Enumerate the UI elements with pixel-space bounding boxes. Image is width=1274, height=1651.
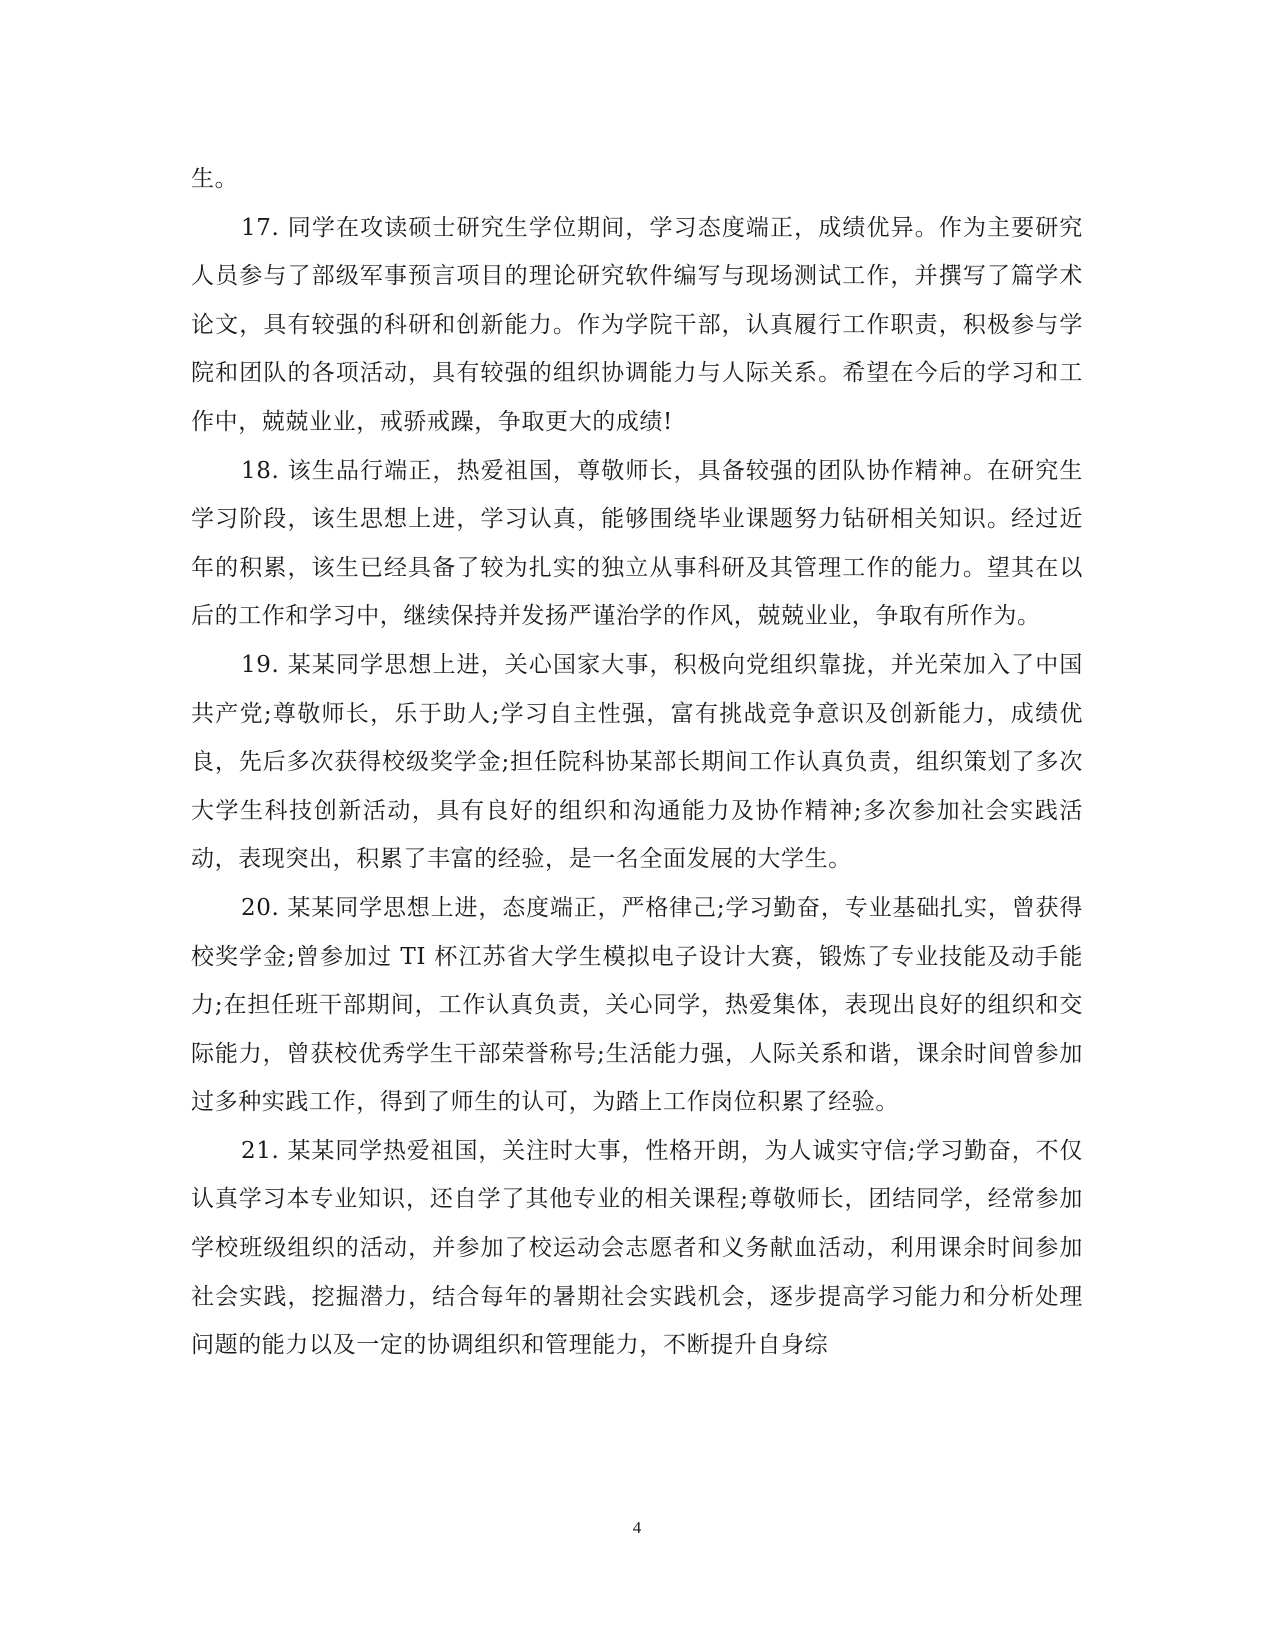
paragraph-item-20: 20. 某某同学思想上进，态度端正，严格律己;学习勤奋，专业基础扎实，曾获得校奖学金;曾参加过 TI 杯江苏省大学生模拟电子设计大赛，锻炼了专业技能及动手能力;在担任班干部期间，工作认真负责，关心同学，热爱集体，表现出良好的组织和交际能力，曾获校优秀学生干部荣誉称号;生活能力强，人际关系和谐，课余时间曾参加过多种实践工作，得到了师生的认可，为踏上工作岗位积累了经验。	[191, 894, 1083, 1116]
page-number: 4	[632, 1518, 642, 1537]
paragraph-item-17: 17. 同学在攻读硕士研究生学位期间，学习态度端正，成绩优异。作为主要研究人员参与了部级军事预言项目的理论研究软件编写与现场测试工作，并撰写了篇学术论文，具有较强的科研和创新能力。作为学院干部，认真履行工作职责，积极参与学院和团队的各项活动，具有较强的组织协调能力与人际关系。希望在今后的学习和工作中，兢兢业业，戒骄戒躁，争取更大的成绩!	[191, 214, 1083, 435]
body-text	[191, 155, 1083, 1370]
paragraph-item-21: 21. 某某同学热爱祖国，关注时大事，性格开朗，为人诚实守信;学习勤奋，不仅认真学习本专业知识，还自学了其他专业的相关课程;尊敬师长，团结同学，经常参加学校班级组织的活动，并参加了校运动会志愿者和义务献血活动，利用课余时间参加社会实践，挖掘潜力，结合每年的暑期社会实践机会，逐步提高学习能力和分析处理问题的能力以及一定的协调组织和管理能力，不断提升自身综	[191, 1137, 1083, 1359]
paragraph-continuation: 生。	[191, 166, 239, 192]
paragraph-item-18: 18. 该生品行端正，热爱祖国，尊敬师长，具备较强的团队协作精神。在研究生学习阶段，该生思想上进，学习认真，能够围绕毕业课题努力钻研相关知识。经过近年的积累，该生已经具备了较为扎实的独立从事科研及其管理工作的能力。望其在以后的工作和学习中，继续保持并发扬严谨治学的作风，兢兢业业，争取有所作为。	[191, 457, 1083, 630]
paragraph-item-19: 19. 某某同学思想上进，关心国家大事，积极向党组织靠拢，并光荣加入了中国共产党;尊敬师长，乐于助人;学习自主性强，富有挑战竞争意识及创新能力，成绩优良，先后多次获得校级奖学金;担任院科协某部长期间工作认真负责，组织策划了多次大学生科技创新活动，具有良好的组织和沟通能力及协作精神;多次参加社会实践活动，表现突出，积累了丰富的经验，是一名全面发展的大学生。	[191, 651, 1083, 873]
